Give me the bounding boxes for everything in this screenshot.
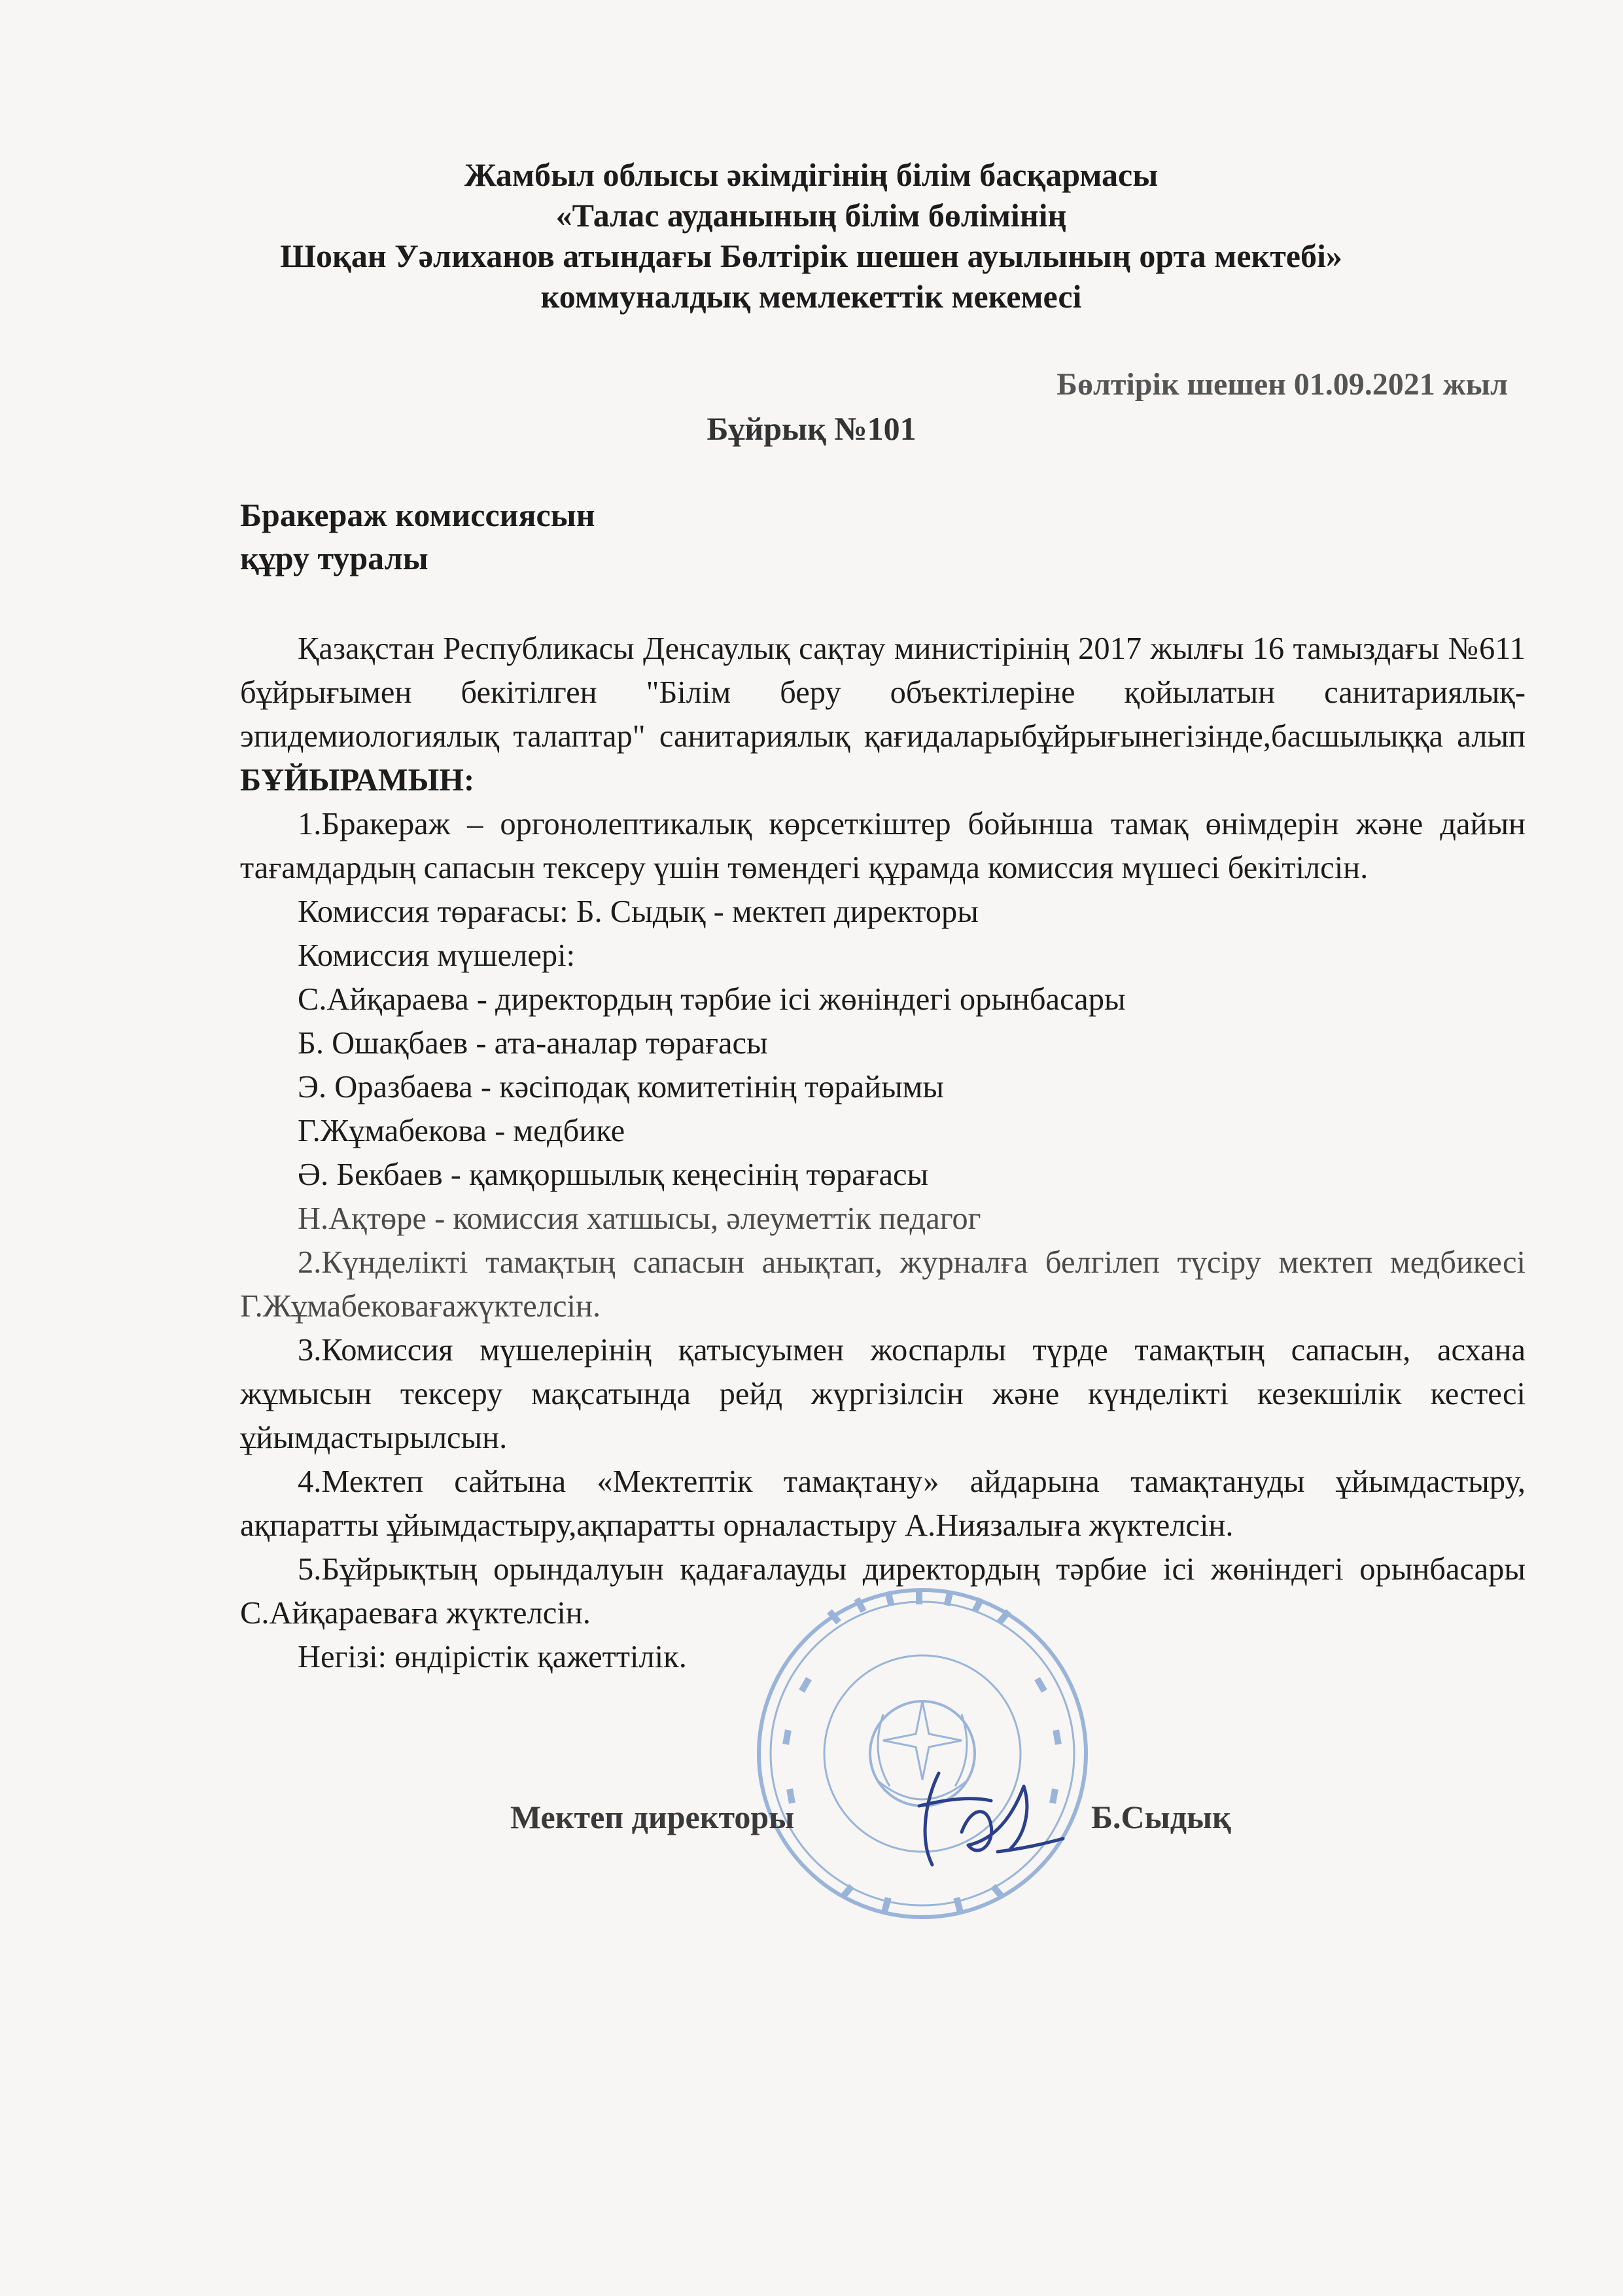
item-5: 5.Бұйрықтың орындалуын қадағалауды директордың тәрбие ісі жөніндегі орынбасары С.Айқараеваға жүктелсін. <box>240 1552 1526 1631</box>
commission-chair: Комиссия төрағасы: Б. Сыдық - мектеп директоры <box>298 894 979 929</box>
subject-line-2: құру туралы <box>240 540 428 576</box>
item-4: 4.Мектеп сайтына «Мектептік тамақтану» айдарына тамақтануды ұйымдастыру, ақпаратты ұйымдастыру,ақпаратты орналастыру А.Ниязалыға жүктелсін. <box>240 1464 1526 1543</box>
item-1: 1.Бракераж – оргонолептикалық көрсеткіштер бойынша тамақ өнімдерін және дайын тағамдардың сапасын тексеру үшін төмендегі құрамда комиссия мүшесі бекітілсін. <box>240 807 1526 885</box>
signatory-name: Б.Сыдық <box>1091 1799 1231 1835</box>
header-line-4: коммуналдық мемлекеттік мекемесі <box>540 278 1082 315</box>
commission-member: С.Айқараева - директордың тәрбие ісі жөніндегі орынбасары <box>298 982 1126 1017</box>
preamble-paragraph <box>240 627 1526 802</box>
order-subject <box>240 493 595 580</box>
commission-member: Э. Оразбаева - кәсіподақ комитетінің төрайымы <box>298 1070 944 1104</box>
header-line-2: «Талас ауданының білім бөлімінің <box>555 197 1067 234</box>
preamble-text: Қазақстан Республикасы Денсаулық сақтау министірінің 2017 жылғы 16 тамыздағы №611 бұйрығымен бекітілген "Білім беру объектілеріне қойылатын санитариялық-эпидемиологиялық талаптар" санитариялық қағидаларыбұйрығынегізінде,басшылыққа алып <box>240 631 1526 754</box>
order-number: Бұйрық №101 <box>707 410 916 447</box>
commission-member: Б. Ошақбаев - ата-аналар төрағасы <box>298 1026 768 1061</box>
handwritten-signature-icon <box>899 1760 1070 1878</box>
signatory-title: Мектеп директоры <box>510 1799 795 1835</box>
basis-line: Негізі: өндірістік қажеттілік. <box>298 1640 687 1674</box>
order-verb: БҰЙЫРАМЫН: <box>240 763 475 798</box>
order-body <box>240 627 1526 1679</box>
subject-line-1: Бракераж комиссиясын <box>240 497 595 533</box>
header-line-1: Жамбыл облысы әкімдігінің білім басқармасы <box>464 156 1159 193</box>
document-date: Бөлтірік шешен 01.09.2021 жыл <box>1056 367 1508 402</box>
commission-member: Г.Жұмабекова - медбике <box>298 1114 625 1148</box>
item-2: 2.Күнделікті тамақтың сапасын анықтап, журналға белгілеп түсіру мектеп медбикесі Г.Жұмабековағажүктелсін. <box>240 1245 1526 1324</box>
institution-header <box>196 154 1426 317</box>
commission-members-label: Комиссия мүшелері: <box>298 938 576 973</box>
item-3: 3.Комиссия мүшелерінің қатысуымен жоспарлы түрде тамақтың сапасын, асхана жұмысын тексеру мақсатында рейд жүргізілсін және күнделікті кезекшілік кестесі ұйымдастырылсын. <box>240 1333 1526 1455</box>
commission-member: Н.Ақтөре - комиссия хатшысы, әлеуметтік педагог <box>298 1201 981 1236</box>
signature-block <box>0 1798 1623 1850</box>
commission-member: Ә. Бекбаев - қамқоршылық кеңесінің төрағасы <box>298 1157 929 1192</box>
header-line-3: Шоқан Уәлиханов атындағы Бөлтірік шешен ауылының орта мектебі» <box>280 238 1342 274</box>
